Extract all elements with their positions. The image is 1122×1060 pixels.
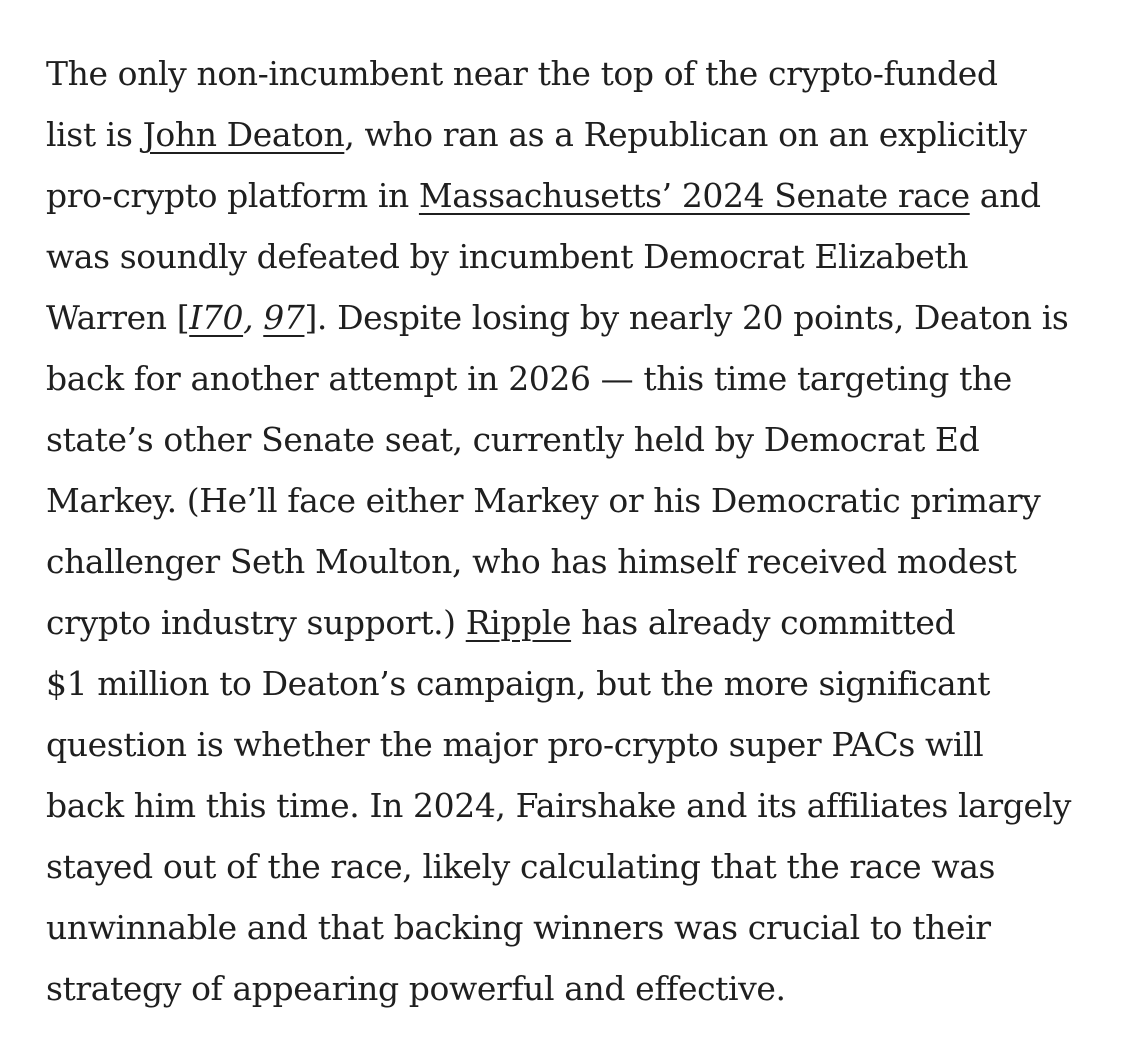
text-segment: ]. Despite losing by nearly 20 points, Deaton is: [304, 298, 1069, 337]
text-line: question is whether the major pro-crypto super PACs will: [46, 725, 984, 764]
text-segment: and: [969, 176, 1041, 215]
text-line: strategy of appearing powerful and effective.: [46, 969, 786, 1008]
text-line: back him this time. In 2024, Fairshake and its affiliates largely: [46, 786, 1072, 825]
text-segment: pro-crypto platform in: [46, 176, 419, 215]
text-segment: , who ran as a Republican on an explicitly: [344, 115, 1027, 154]
text-line: [46, 287, 1086, 348]
text-line: challenger Seth Moulton, who has himself received modest: [46, 542, 1017, 581]
senate-race-link[interactable]: Massachusetts’ 2024 Senate race: [418, 176, 970, 215]
text-line: stayed out of the race, likely calculating that the race was: [46, 847, 996, 886]
text-line: was soundly defeated by incumbent Democrat Elizabeth: [46, 237, 969, 276]
text-line: Markey. (He’ll face either Markey or his Democratic primary: [46, 481, 1041, 520]
john-deaton-link[interactable]: John Deaton: [142, 115, 345, 154]
text-line: $1 million to Deaton’s campaign, but the more significant: [46, 664, 991, 703]
text-line: [46, 104, 1086, 165]
ripple-link[interactable]: Ripple: [465, 603, 572, 642]
citation-link-97[interactable]: 97: [263, 298, 305, 337]
text-segment: crypto industry support.): [46, 603, 466, 642]
text-segment: has already committed: [571, 603, 956, 642]
citation-link-i70[interactable]: I70: [189, 298, 244, 337]
article-paragraph: [46, 43, 1086, 1019]
text-segment: Warren [: [46, 298, 190, 337]
text-line: state’s other Senate seat, currently held by Democrat Ed: [46, 420, 980, 459]
text-line: The only non-incumbent near the top of the crypto-funded: [46, 54, 998, 93]
text-line: back for another attempt in 2026 — this time targeting the: [46, 359, 1012, 398]
text-line: unwinnable and that backing winners was crucial to their: [46, 908, 991, 947]
text-segment: list is: [46, 115, 143, 154]
text-line: [46, 592, 1086, 653]
text-line: [46, 165, 1086, 226]
citation-separator: ,: [243, 298, 264, 337]
